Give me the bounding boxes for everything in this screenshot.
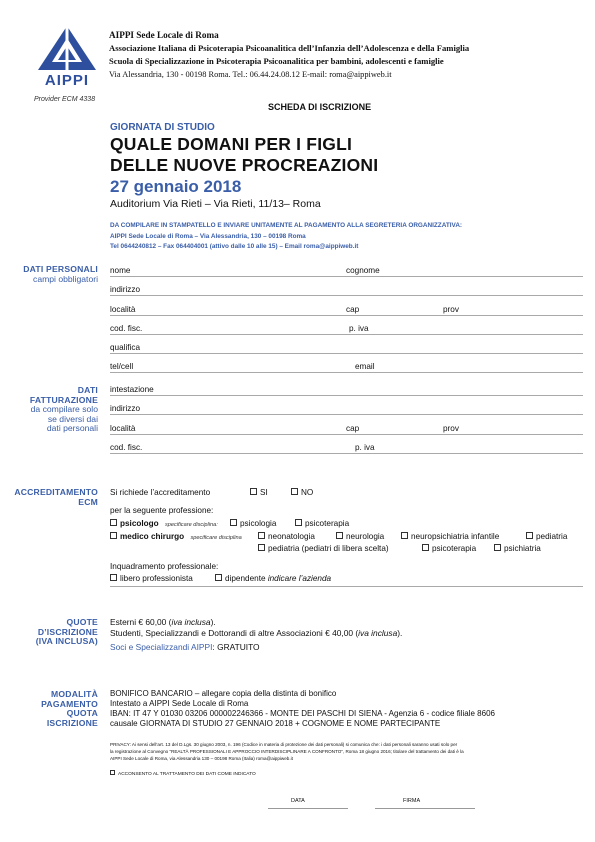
dipendente-checkbox[interactable] [215, 574, 222, 581]
pediatria-option[interactable] [526, 532, 567, 541]
neuropsichiatria-checkbox[interactable] [401, 532, 408, 539]
billing-codfisc-field[interactable] [110, 453, 583, 454]
payment-label-3: QUOTA [66, 708, 98, 718]
prov-label: prov [443, 305, 459, 314]
event-kicker: GIORNATA DI STUDIO [110, 122, 215, 133]
org-name: AIPPI Sede Locale di Roma [109, 30, 219, 40]
no-checkbox[interactable] [291, 488, 298, 495]
psicoterapia-checkbox[interactable] [295, 519, 302, 526]
inquadramento-label: Inquadramento professionale: [110, 562, 219, 571]
date-field[interactable] [268, 808, 348, 809]
psicologo-checkbox[interactable] [110, 519, 117, 526]
privacy-line1: PRIVACY: Ai sensi dell’art. 13 del D.Lgs. 30 giugno 2003, n. 196 (Codice in materia di protezione dei dati personali) si comunica che: i dati personali saranno usati solo per [110, 742, 458, 747]
billing-label-3: da compilare solo [30, 404, 98, 414]
libero-checkbox[interactable] [110, 574, 117, 581]
si-label: SI [260, 488, 268, 497]
qualifica-label: qualifica [110, 343, 141, 352]
payment-line1: BONIFICO BANCARIO – allegare copia della distinta di bonifico [110, 689, 337, 698]
payment-section-label [41, 690, 98, 728]
firma-label: FIRMA [403, 798, 421, 804]
pediatria-label: pediatria [536, 532, 568, 541]
psichiatria-option[interactable] [494, 544, 541, 553]
ecm-label-2: ECM [78, 496, 98, 507]
indirizzo-field[interactable] [110, 295, 583, 296]
billing-localita-label: località [110, 424, 136, 433]
neurologia-label: neurologia [346, 532, 385, 541]
signature-field[interactable] [375, 808, 475, 809]
aippi-logo-icon [36, 24, 98, 72]
si-checkbox[interactable] [250, 488, 257, 495]
libero-option[interactable] [110, 574, 193, 583]
billing-label-4: se diversi dai [47, 413, 98, 424]
medico-label: medico chirurgo [120, 532, 185, 541]
pediatria-ls-checkbox[interactable] [258, 544, 265, 551]
event-venue: Auditorium Via Rieti – Via Rieti, 11/13– Roma [110, 198, 321, 210]
event-title-line2: DELLE NUOVE PROCREAZIONI [110, 155, 379, 175]
medico-row [110, 532, 242, 541]
billing-label-5: dati personali [46, 423, 98, 433]
org-line2: Associazione Italiana di Psicoterapia Psicoanalitica dell’Infanzia dell’Adolescenza e della Famiglia [109, 43, 470, 53]
psicoterapia2-option[interactable] [422, 544, 476, 553]
dipendente-option[interactable] [215, 574, 331, 583]
psicologia-label: psicologia [240, 519, 277, 528]
privacy-consent[interactable] [110, 770, 256, 777]
consent-checkbox[interactable] [110, 770, 115, 775]
billing-prov-label: prov [443, 424, 459, 433]
billing-codfisc-label: cod. fisc. [110, 443, 143, 452]
instructions-line3: Tel 0644240812 – Fax 064404001 (attivo dalle 10 alle 15) – Email roma@aippiweb.it [110, 243, 359, 250]
privacy-line3: AIPPI Sede Locale di Roma, via Alessandria 130 – 00198 Roma (Italia) roma@aippiweb.it [110, 756, 293, 761]
psicologo-label: psicologo [120, 519, 159, 528]
dipendente-label: dipendente [225, 574, 266, 583]
payment-causale: causale GIORNATA DI STUDIO 27 GENNAIO 2018 + COGNOME E NOME PARTECIPANTE [110, 719, 441, 728]
psicoterapia-label: psicoterapia [305, 519, 350, 528]
fee-esterni: Esterni € 60,00 (iva inclusa). [110, 617, 216, 627]
neurologia-checkbox[interactable] [336, 532, 343, 539]
instructions-line2: AIPPI Sede Locale di Roma – Via Alessandria, 130 – 00198 Roma [110, 233, 306, 240]
fees-label-1: QUOTE [66, 617, 98, 627]
billing-cap-label: cap [346, 424, 360, 433]
localita-label: località [110, 305, 136, 314]
neuropsichiatria-option[interactable] [401, 532, 499, 541]
telcell-field[interactable] [110, 372, 583, 373]
azienda-field[interactable] [110, 586, 583, 587]
codfisc-field[interactable] [110, 334, 583, 335]
provider-ecm: Provider ECM 4338 [34, 96, 96, 103]
nome-field[interactable] [110, 276, 583, 277]
codfisc-label: cod. fisc. [110, 324, 143, 333]
event-date: 27 gennaio 2018 [110, 177, 242, 196]
neonatologia-checkbox[interactable] [258, 532, 265, 539]
neonatologia-label: neonatologia [268, 532, 315, 541]
personal-section-label [23, 265, 98, 284]
cognome-label: cognome [346, 266, 380, 275]
ecm-no-option[interactable] [291, 488, 313, 497]
pediatria-ls-option[interactable] [258, 544, 389, 553]
fees-section-label [36, 618, 98, 647]
fees-label-3: (IVA INCLUSA) [35, 636, 98, 646]
medico-checkbox[interactable] [110, 532, 117, 539]
billing-label-1: DATI [77, 385, 98, 395]
psichiatria-label: psichiatria [504, 544, 541, 553]
personal-label-sub: campi obbligatori [33, 273, 98, 284]
psicoterapia-option[interactable] [295, 519, 349, 528]
fees-label-2: D’ISCRIZIONE [37, 626, 98, 637]
psicoterapia2-checkbox[interactable] [422, 544, 429, 551]
telcell-label: tel/cell [110, 362, 134, 371]
fee-soci: Soci e Specializzandi AIPPI: GRATUITO [110, 642, 260, 652]
aippi-logo [36, 24, 98, 92]
email-label: email [355, 362, 375, 371]
qualifica-field[interactable] [110, 353, 583, 354]
indicare-azienda: indicare l’azienda [267, 574, 332, 583]
ecm-label-1: ACCREDITAMENTO [14, 487, 98, 497]
event-title-line1: QUALE DOMANI PER I FIGLI [110, 134, 353, 154]
billing-label-2: FATTURAZIONE [29, 394, 98, 405]
psicoterapia2-label: psicoterapia [432, 544, 477, 553]
psicologo-row [110, 519, 218, 528]
fee-studenti: Studenti, Specializzandi e Dottorandi di altre Associazioni € 40,00 (iva inclusa). [110, 628, 403, 638]
pediatria-checkbox[interactable] [526, 532, 533, 539]
ecm-question: Si richiede l’accreditamento [110, 488, 211, 497]
no-label: NO [301, 488, 314, 497]
form-title: SCHEDA DI ISCRIZIONE [268, 102, 372, 112]
billing-section-label [30, 386, 98, 434]
payment-label-1: MODALITÀ [51, 689, 98, 699]
logo-text: AIPPI [44, 72, 90, 89]
billing-piva-label: p. iva [355, 443, 375, 452]
piva-label: p. iva [349, 324, 369, 333]
ecm-si-option[interactable] [250, 488, 268, 497]
psichiatria-checkbox[interactable] [494, 544, 501, 551]
personal-label-title: DATI PERSONALI [23, 264, 98, 274]
cap-label: cap [346, 305, 360, 314]
payment-iban: IBAN: IT 47 Y 01030 03206 000002246366 - MONTE DEI PASCHI DI SIENA - Agenzia 6 - codice filiale 8606 [110, 709, 495, 718]
billing-localita-field[interactable] [110, 434, 583, 435]
professions-intro: per la seguente professione: [110, 506, 214, 515]
privacy-line2: la registrazione al Convegno “REALTÀ PROFESSIONALI E APPROCCIO INTERDISCIPLINARE A CONFRONTO”, Roma 18 giugno 2016; titolare del trattamento dei dati è la [110, 749, 464, 754]
libero-label: libero professionista [120, 574, 193, 583]
payment-label-4: ISCRIZIONE [46, 717, 98, 728]
neonatologia-option[interactable] [258, 532, 315, 541]
date-label: DATA [291, 798, 305, 804]
org-address: Via Alessandria, 130 - 00198 Roma. Tel.: 06.44.24.08.12 E-mail: roma@aippiweb.it [109, 70, 392, 79]
pediatria-ls-label: pediatria (pediatri di libera scelta) [268, 544, 389, 553]
consent-label: ACCONSENTO AL TRATTAMENTO DEI DATI COME INDICATO [118, 772, 256, 777]
intestazione-label: intestazione [110, 385, 154, 394]
indirizzo-label: indirizzo [110, 285, 141, 294]
payment-line2: Intestato a AIPPI Sede Locale di Roma [110, 699, 249, 708]
intestazione-field[interactable] [110, 395, 583, 396]
neuropsichiatria-label: neuropsichiatria infantile [411, 532, 500, 541]
neurologia-option[interactable] [336, 532, 384, 541]
billing-indirizzo-label: indirizzo [110, 404, 141, 413]
psicologia-checkbox[interactable] [230, 519, 237, 526]
psicologo-spec-label: specificare disciplina: [164, 522, 218, 528]
medico-spec-label: specificare disciplina [190, 535, 242, 541]
nome-label: nome [110, 266, 131, 275]
psicologia-option[interactable] [230, 519, 276, 528]
payment-label-2: PAGAMENTO [41, 698, 98, 709]
billing-indirizzo-field[interactable] [110, 414, 583, 415]
localita-field[interactable] [110, 315, 583, 316]
instructions-line1: DA COMPILARE IN STAMPATELLO E INVIARE UNITAMENTE AL PAGAMENTO ALLA SEGRETERIA ORGANIZZATIVA: [110, 222, 463, 229]
ecm-section-label [14, 488, 98, 507]
org-line3: Scuola di Specializzazione in Psicoterapia Psicoanalitica per bambini, adolescenti e famiglie [109, 56, 444, 66]
